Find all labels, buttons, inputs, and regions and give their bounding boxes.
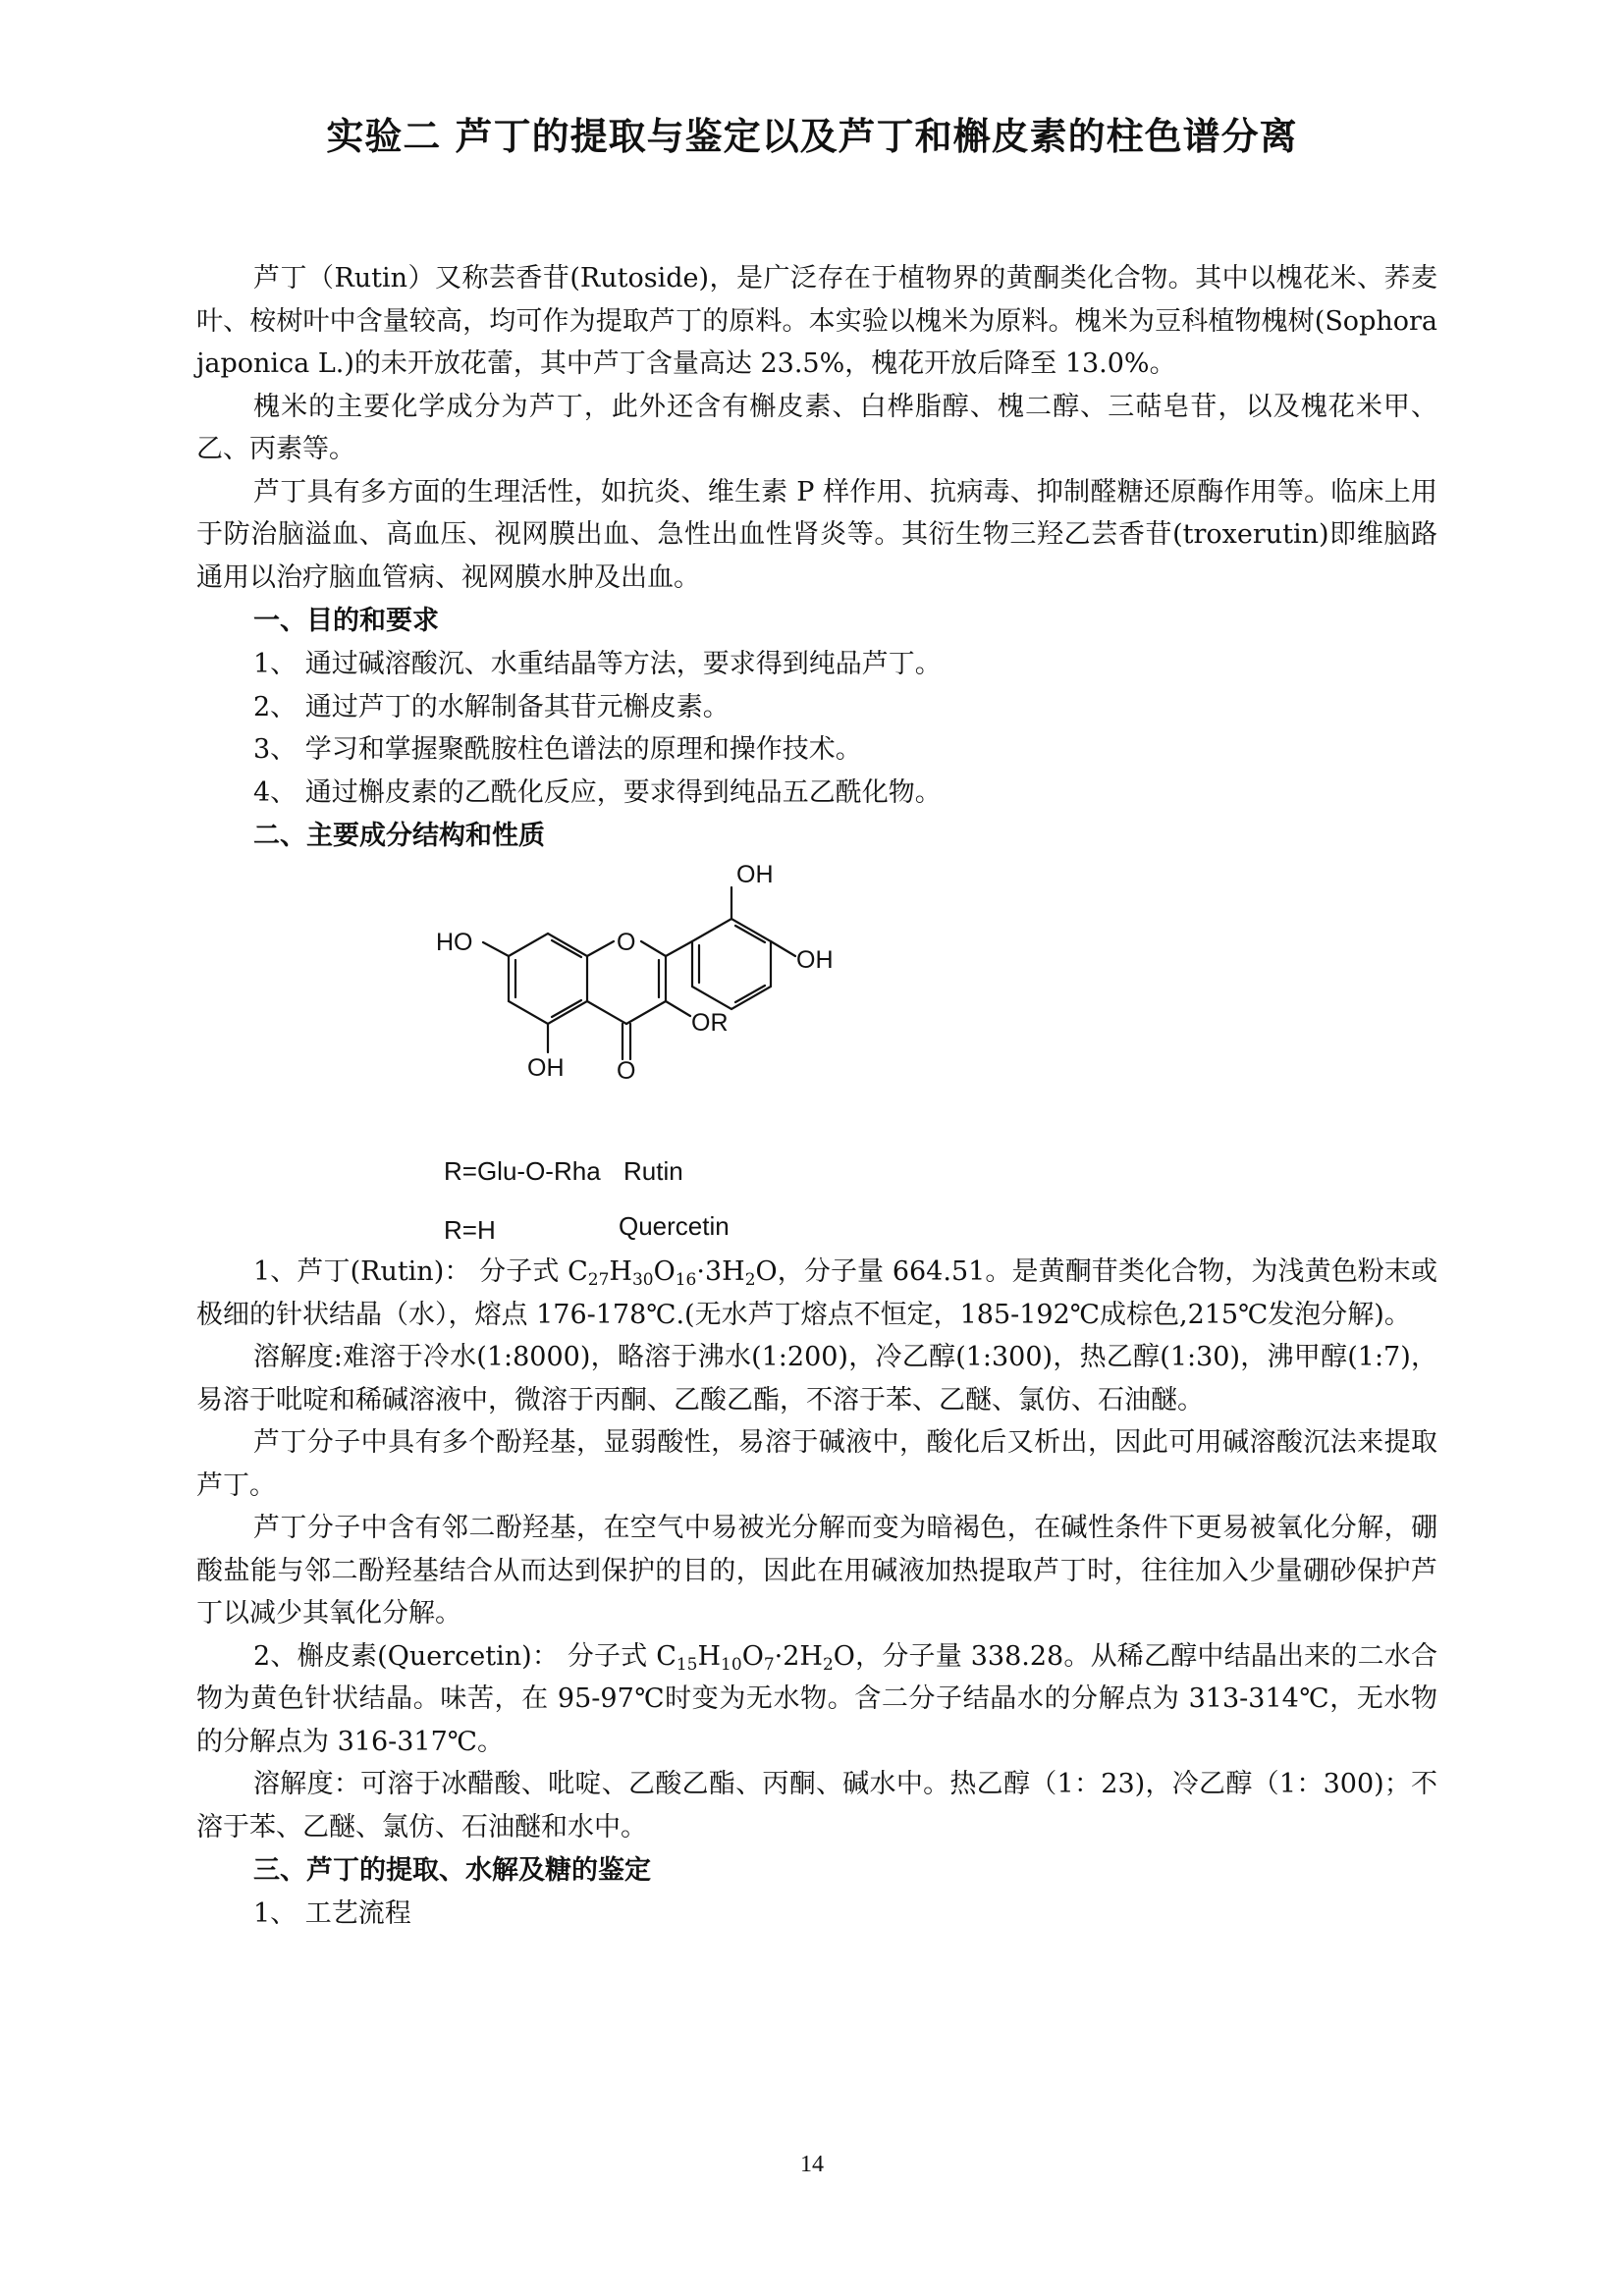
formula-subscript: 16 <box>675 1270 697 1290</box>
objective-item-2: 2、 通过芦丁的水解制备其苷元槲皮素。 <box>253 691 730 722</box>
quercetin-description: O，分子量 338.28。从稀乙醇中结晶出来的二水合物为黄色针状结晶。味苦，在 95-97℃时变为无水物。含二分子结晶水的分解点为 313-314℃，无水物的分解点为 316-317℃。 <box>196 1640 1437 1757</box>
objective-item-1: 1、 通过碱溶酸沉、水重结晶等方法，要求得到纯品芦丁。 <box>253 649 942 679</box>
section-heading-objectives: 一、目的和要求 <box>253 606 439 636</box>
section-heading-extraction: 三、芦丁的提取、水解及糖的鉴定 <box>253 1855 651 1886</box>
atom-label-ring-o: O <box>617 929 636 956</box>
page-number: 14 <box>800 2152 824 2177</box>
document-body <box>196 257 1437 1936</box>
ring-b <box>692 919 771 1009</box>
quercetin-properties-paragraph <box>196 1635 1437 1764</box>
atom-label-5-oh: OH <box>527 1054 565 1082</box>
formula-subscript: 7 <box>763 1654 775 1675</box>
objective-item-3: 3、 学习和掌握聚酰胺柱色谱法的原理和操作技术。 <box>253 734 862 765</box>
compound-name-quercetin: Quercetin <box>619 1211 730 1241</box>
substituent-quercetin: R=H <box>444 1215 496 1245</box>
quercetin-label: 2、槲皮素(Quercetin)： <box>253 1640 560 1672</box>
formula-text: O <box>741 1640 764 1672</box>
intro-paragraph-2: 槐米的主要化学成分为芦丁，此外还含有槲皮素、白桦脂醇、槐二醇、三萜皂苷，以及槐花米甲、乙、丙素等。 <box>196 391 1437 464</box>
formula-subscript: 15 <box>676 1654 698 1675</box>
section-heading-structure: 二、主要成分结构和性质 <box>253 821 545 851</box>
formula-subscript: 27 <box>587 1270 610 1290</box>
atom-label-7-ho: HO <box>436 929 473 956</box>
intro-paragraph-1: 芦丁（Rutin）又称芸香苷(Rutoside)，是广泛存在于植物界的黄酮类化合物。其中以槐花米、荞麦叶、桉树叶中含量较高，均可作为提取芦丁的原料。本实验以槐米为原料。槐米为豆科植物槐树(Sophora japonica L.)的未开放花蕾，其中芦丁含量高达 23.5%，槐花开放后降至 13.0%。 <box>196 263 1437 379</box>
formula-text: ·3H <box>696 1256 745 1287</box>
ring-a <box>509 934 587 1024</box>
rutin-description: O，分子量 664.51。是黄酮苷类化合物，为浅黄色粉末或极细的针状结晶（水），熔点 176-178℃.(无水芦丁熔点不恒定，185-192℃成棕色,215℃发泡分解)。 <box>196 1256 1437 1330</box>
formula-text: 分子式 C <box>559 1640 677 1672</box>
formula-text: ·2H <box>774 1640 823 1672</box>
rutin-oxidation-paragraph: 芦丁分子中含有邻二酚羟基，在空气中易被光分解而变为暗褐色，在碱性条件下更易被氧化分解，硼酸盐能与邻二酚羟基结合从而达到保护的目的，因此在用碱液加热提取芦丁时，往往加入少量硼砂保护芦丁以减少其氧化分解。 <box>196 1513 1437 1629</box>
atom-label-3-or: OR <box>691 1009 729 1037</box>
flavonoid-structure-diagram <box>412 858 1100 1143</box>
formula-text: O <box>653 1256 676 1287</box>
formula-text: 分子式 C <box>470 1256 588 1287</box>
formula-subscript: 2 <box>822 1654 834 1675</box>
formula-subscript: 30 <box>631 1270 654 1290</box>
rutin-solubility-paragraph: 溶解度:难溶于冷水(1:8000)，略溶于沸水(1:200)，冷乙醇(1:300)，热乙醇(1:30)，沸甲醇(1:7)，易溶于吡啶和稀碱溶液中，微溶于丙酮、乙酸乙酯，不溶于苯、乙醚、氯仿、石油醚。 <box>196 1342 1437 1415</box>
rutin-properties-paragraph <box>196 1251 1437 1336</box>
substituent-rutin: R=Glu-O-Rha <box>444 1156 601 1186</box>
rutin-acidity-paragraph: 芦丁分子中具有多个酚羟基，显弱酸性，易溶于碱液中，酸化后又析出，因此可用碱溶酸沉法来提取芦丁。 <box>196 1427 1437 1501</box>
substituent-legend <box>444 1150 935 1245</box>
intro-paragraph-3: 芦丁具有多方面的生理活性，如抗炎、维生素 P 样作用、抗病毒、抑制醛糖还原酶作用等。临床上用于防治脑溢血、高血压、视网膜出血、急性出血性肾炎等。其衍生物三羟乙芸香苷(troxerutin)即维脑路通用以治疗脑血管病、视网膜水肿及出血。 <box>196 476 1437 593</box>
rutin-label: 1、芦丁(Rutin)： <box>253 1256 471 1287</box>
quercetin-solubility-paragraph: 溶解度：可溶于冰醋酸、吡啶、乙酸乙酯、丙酮、碱水中。热乙醇（1：23)，冷乙醇（1：300)；不溶于苯、乙醚、氯仿、石油醚和水中。 <box>196 1769 1437 1842</box>
page-title: 实验二 芦丁的提取与鉴定以及芦丁和槲皮素的柱色谱分离 <box>326 115 1298 158</box>
formula-text: H <box>697 1640 722 1672</box>
formula-text: H <box>609 1256 632 1287</box>
formula-subscript: 10 <box>721 1654 742 1675</box>
bond-c8a-o1 <box>587 941 614 956</box>
formula-subscript: 2 <box>744 1270 756 1290</box>
atom-label-3prime-oh: OH <box>736 861 774 888</box>
compound-name-rutin: Rutin <box>623 1156 683 1186</box>
chemical-structure-figure <box>196 858 1437 1251</box>
objective-item-4: 4、 通过槲皮素的乙酰化反应，要求得到纯品五乙酰化物。 <box>253 776 942 808</box>
atom-label-carbonyl-o: O <box>617 1057 636 1085</box>
atom-label-4prime-oh: OH <box>796 946 834 974</box>
extraction-item-1: 1、 工艺流程 <box>253 1898 411 1929</box>
